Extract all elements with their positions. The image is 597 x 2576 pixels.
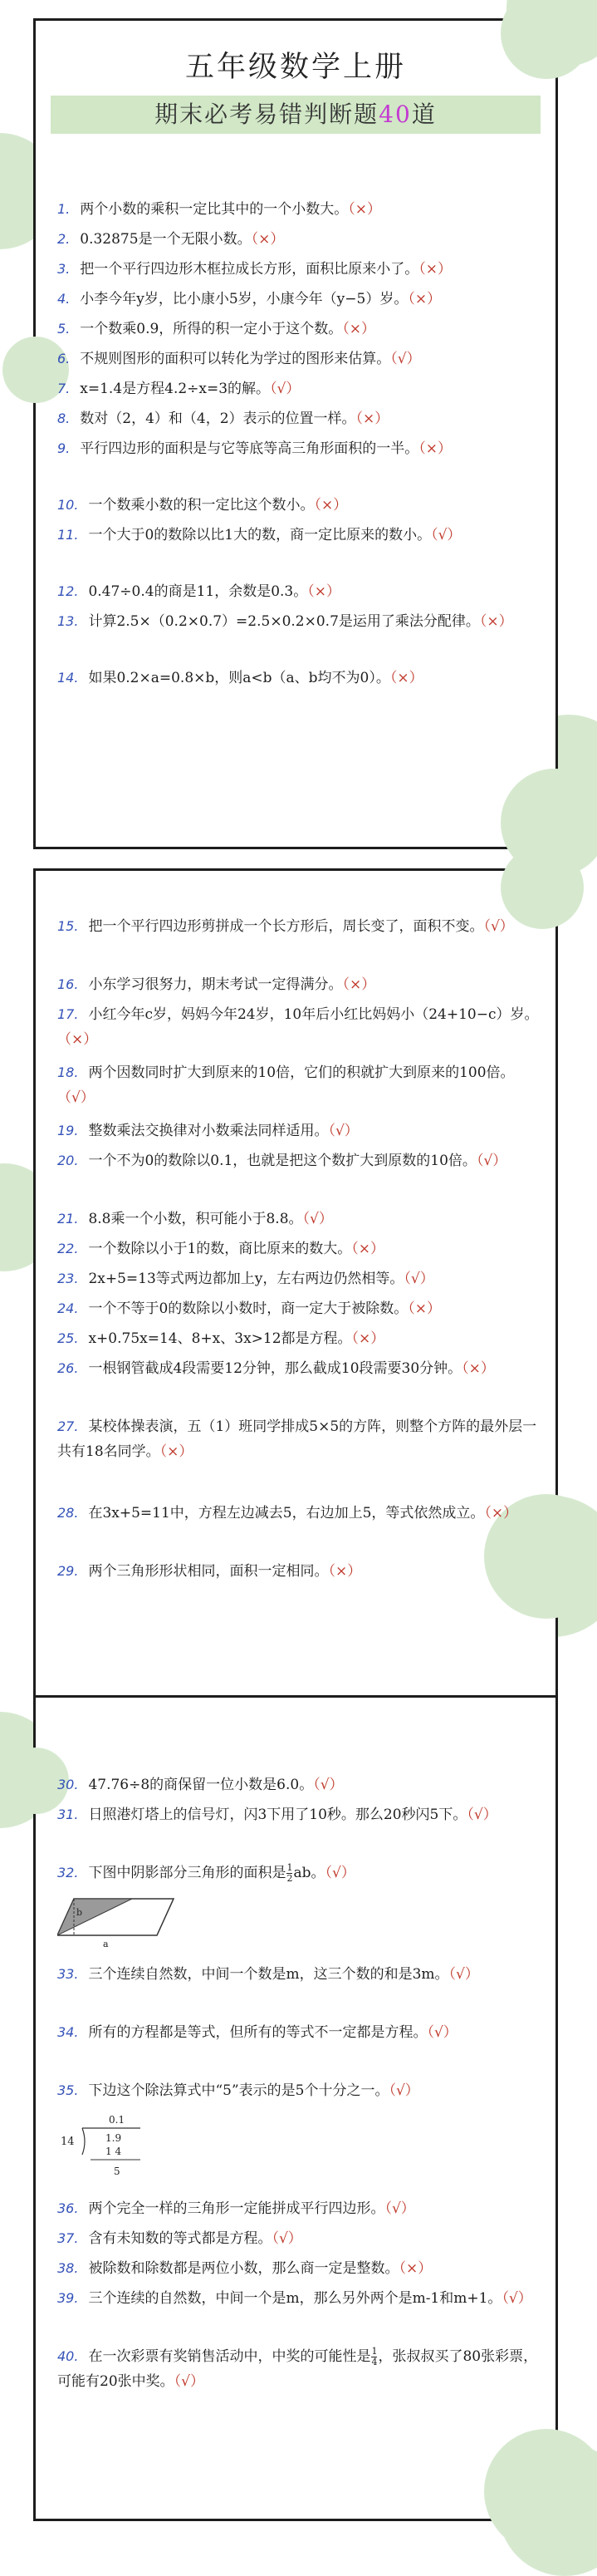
answer-mark: （√） — [431, 527, 462, 543]
question-number: 10. — [57, 497, 79, 513]
answer-mark: （√） — [502, 2290, 532, 2307]
question-number: 4. — [57, 291, 71, 307]
answer-mark: （×） — [408, 1300, 442, 1317]
question-item — [57, 2286, 544, 2311]
answer-mark: （√） — [57, 1089, 95, 1106]
question-number: 21. — [57, 1211, 79, 1227]
question-number: 32. — [57, 1865, 79, 1880]
answer-mark: （√） — [270, 381, 301, 397]
division-quotient: 0.1 — [109, 2114, 125, 2126]
question-item — [57, 197, 544, 222]
question-item — [57, 2196, 544, 2221]
question-number: 25. — [57, 1330, 79, 1346]
division-subtrahend: 1 4 — [105, 2146, 122, 2157]
question-text: 下图中阴影部分三角形的面积是 — [88, 1865, 286, 1881]
question-number: 28. — [57, 1505, 79, 1521]
long-division-figure — [57, 2111, 157, 2188]
question-number: 14. — [57, 670, 79, 686]
fraction-denominator: 4 — [371, 2357, 378, 2367]
question-item — [57, 609, 544, 634]
question-number: 2. — [57, 231, 71, 247]
answer-mark: （√） — [404, 1271, 434, 1287]
question-text: 8.8乘一个小数，积可能小于8.8。 — [88, 1211, 303, 1227]
question-text: 在一次彩票有奖销售活动中，中奖的可能性是 — [88, 2348, 371, 2365]
worksheet-page-3 — [33, 1695, 558, 2521]
question-number: 12. — [57, 583, 79, 599]
fraction — [286, 1863, 292, 1884]
question-item — [57, 257, 544, 282]
fraction-numerator: 1 — [371, 2346, 378, 2357]
figure-label-a: a — [103, 1939, 109, 1949]
question-number: 38. — [57, 2260, 79, 2276]
division-dividend: 1.9 — [105, 2132, 122, 2144]
answer-mark: （×） — [399, 2260, 433, 2277]
subtitle-unit: 道 — [411, 101, 437, 128]
question-number: 13. — [57, 613, 79, 629]
question-item — [57, 1148, 544, 1173]
answer-mark: （×） — [348, 201, 382, 218]
question-item — [57, 1236, 544, 1261]
question-item — [57, 1962, 544, 1987]
answer-mark: （×） — [328, 1563, 362, 1580]
question-item — [57, 317, 544, 342]
question-number: 6. — [57, 351, 71, 366]
answer-mark: （×） — [57, 1031, 98, 1048]
answer-mark: （√） — [313, 1777, 344, 1793]
question-text: 如果0.2×a=0.8×b，则a<b（a、b均不为0）。 — [88, 670, 390, 686]
question-item — [57, 1118, 544, 1143]
question-item — [57, 523, 544, 548]
answer-mark: （×） — [342, 321, 376, 337]
question-item — [57, 1207, 544, 1231]
division-divisor: 14 — [61, 2136, 75, 2148]
answer-mark: （√） — [467, 1807, 497, 1823]
question-text: 一个大于0的数除以比1大的数，商一定比原来的数小。 — [88, 527, 432, 543]
question-number: 18. — [57, 1064, 79, 1080]
answer-mark: （×） — [418, 440, 453, 457]
question-text: 一个不为0的数除以0.1，也就是把这个数扩大到原数的10倍。 — [88, 1153, 477, 1169]
question-number: 33. — [57, 1966, 79, 1982]
answer-mark: （×） — [408, 291, 442, 307]
question-item — [57, 347, 544, 371]
answer-mark: （×） — [389, 670, 423, 686]
question-text: 0.47÷0.4的商是11，余数是0.3。 — [88, 583, 308, 600]
question-text: 47.76÷8的商保留一位小数是6.0。 — [88, 1777, 314, 1793]
figure-label-b: b — [76, 1907, 83, 1918]
question-item — [57, 2344, 544, 2394]
question-text: 小李今年y岁，比小康小5岁，小康今年（y−5）岁。 — [80, 291, 409, 307]
question-item — [57, 579, 544, 604]
answer-mark: （×） — [159, 1443, 193, 1460]
answer-mark: （√） — [389, 2082, 419, 2099]
question-number: 7. — [57, 381, 71, 396]
question-item — [57, 1772, 544, 1797]
division-remainder: 5 — [114, 2166, 120, 2177]
question-item — [57, 2020, 544, 2045]
question-text: 某校体操表演，五（1）班同学排成5×5的方阵，则整个方阵的最外层一共有18名同学。 — [57, 1418, 537, 1460]
answer-mark: （√） — [483, 918, 514, 935]
question-text: 日照港灯塔上的信号灯，闪3下用了10秒。那么20秒闪5下。 — [88, 1807, 467, 1823]
page-title: 五年级数学上册 — [184, 51, 406, 84]
question-text: 计算2.5×（0.2×0.7）=2.5×0.2×0.7是运用了乘法分配律。 — [88, 613, 480, 630]
question-item — [57, 1296, 544, 1321]
question-text: 两个三角形形状相同，面积一定相同。 — [88, 1563, 329, 1580]
question-number: 36. — [57, 2200, 79, 2216]
question-item — [57, 914, 544, 939]
question-text: 小红今年c岁，妈妈今年24岁，10年后小红比妈妈小（24+10−c）岁。 — [88, 1006, 539, 1023]
question-text: 两个完全一样的三角形一定能拼成平行四边形。 — [88, 2200, 385, 2217]
question-text: 数对（2，4）和（4，2）表示的位置一样。 — [80, 410, 356, 427]
question-item — [57, 1501, 544, 1526]
question-item — [57, 1266, 544, 1291]
answer-mark: （×） — [462, 1360, 495, 1377]
question-number: 1. — [57, 201, 71, 217]
question-number: 26. — [57, 1360, 79, 1376]
answer-mark: （√） — [174, 2373, 204, 2390]
answer-mark: （√） — [427, 2024, 458, 2041]
question-text: 所有的方程都是等式，但所有的等式不一定都是方程。 — [88, 2024, 428, 2041]
question-text: 三个连续的自然数，中间一个是m，那么另外两个是m-1和m+1。 — [88, 2290, 502, 2307]
question-item — [57, 1002, 544, 1052]
question-item — [57, 666, 544, 691]
fraction-numerator: 1 — [286, 1862, 293, 1873]
question-number: 30. — [57, 1777, 79, 1792]
answer-mark: （×） — [342, 976, 376, 993]
question-number: 23. — [57, 1271, 79, 1286]
answer-mark: （√） — [272, 2230, 302, 2247]
answer-mark: （√） — [476, 1153, 507, 1169]
question-item — [57, 1802, 544, 1827]
answer-mark: （√） — [302, 1211, 333, 1227]
question-text: 三个连续自然数，中间一个数是m，这三个数的和是3m。 — [88, 1966, 449, 1983]
answer-mark: （×） — [351, 1330, 385, 1347]
subtitle-text: 期末必考易错判断题 — [154, 101, 379, 128]
question-number: 11. — [57, 527, 79, 543]
question-text: ，张叔叔买了80张彩票，可能有20张中奖。 — [57, 2348, 538, 2390]
question-number: 19. — [57, 1123, 79, 1138]
answer-mark: （√） — [328, 1123, 359, 1139]
question-text: 在3x+5=11中，方程左边减去5，右边加上5，等式依然成立。 — [88, 1505, 485, 1522]
question-number: 24. — [57, 1300, 79, 1316]
question-item — [57, 1060, 544, 1110]
question-number: 22. — [57, 1241, 79, 1256]
question-number: 5. — [57, 321, 71, 337]
fraction-denominator: 2 — [286, 1873, 293, 1884]
question-text: 平行四边形的面积是与它等底等高三角形面积的一半。 — [80, 440, 419, 457]
decorative-circle — [484, 2429, 597, 2554]
question-text: 一个数乘小数的积一定比这个数小。 — [88, 497, 315, 514]
question-text: 整数乘法交换律对小数乘法同样适用。 — [88, 1123, 329, 1139]
question-text: 一个数除以小于1的数，商比原来的数大。 — [88, 1241, 352, 1257]
question-number: 17. — [57, 1006, 79, 1022]
question-number: 8. — [57, 410, 71, 426]
question-number: 3. — [57, 261, 71, 277]
question-item — [57, 2226, 544, 2251]
answer-mark: （×） — [314, 497, 348, 514]
question-number: 27. — [57, 1418, 79, 1434]
question-number: 37. — [57, 2230, 79, 2246]
question-text: 2x+5=13等式两边都加上y，左右两边仍然相等。 — [88, 1271, 404, 1287]
worksheet-page-1 — [33, 18, 558, 849]
question-item — [57, 493, 544, 518]
question-text: 一个数乘0.9，所得的积一定小于这个数。 — [80, 321, 343, 337]
question-text: x+0.75x=14、8+x、3x>12都是方程。 — [88, 1330, 352, 1347]
answer-mark: （√） — [384, 2200, 415, 2217]
question-number: 9. — [57, 440, 71, 456]
question-item — [57, 972, 544, 997]
worksheet-page-2 — [33, 868, 558, 1699]
question-number: 31. — [57, 1807, 79, 1822]
question-item — [57, 287, 544, 312]
question-text: 一个不等于0的数除以小数时，商一定大于被除数。 — [88, 1300, 409, 1317]
answer-mark: （√） — [390, 351, 421, 367]
question-text: 下边这个除法算式中“5”表示的是5个十分之一。 — [88, 2082, 389, 2099]
question-item — [57, 1861, 544, 1885]
question-text: 两个小数的乘积一定比其中的一个小数大。 — [80, 201, 349, 218]
question-number: 40. — [57, 2348, 79, 2364]
question-item — [57, 2256, 544, 2281]
question-text: 小东学习很努力，期末考试一定得满分。 — [88, 976, 343, 993]
question-item — [57, 227, 544, 252]
question-number: 16. — [57, 976, 79, 992]
question-item — [57, 406, 544, 431]
question-item — [57, 2078, 544, 2103]
question-item — [57, 1356, 544, 1381]
question-text: 把一个平行四边形剪拼成一个长方形后，周长变了，面积不变。 — [88, 918, 484, 935]
question-text: ab。 — [293, 1865, 325, 1881]
answer-mark: （√） — [325, 1865, 355, 1881]
answer-mark: （×） — [484, 1505, 518, 1522]
question-item — [57, 1326, 544, 1351]
question-text: 两个因数同时扩大到原来的10倍，它们的积就扩大到原来的100倍。 — [88, 1064, 515, 1081]
question-item — [57, 1559, 544, 1584]
answer-mark: （×） — [355, 410, 389, 427]
question-number: 35. — [57, 2082, 79, 2098]
question-item — [57, 1414, 544, 1464]
answer-mark: （×） — [418, 261, 453, 278]
question-number: 20. — [57, 1153, 79, 1168]
question-text: x=1.4是方程4.2÷x=3的解。 — [80, 381, 271, 397]
question-text: 把一个平行四边形木框拉成长方形，面积比原来小了。 — [80, 261, 419, 278]
question-text: 含有未知数的等式都是方程。 — [88, 2230, 272, 2247]
question-text: 被除数和除数都是两位小数，那么商一定是整数。 — [88, 2260, 399, 2277]
answer-mark: （×） — [251, 231, 285, 248]
question-number: 29. — [57, 1563, 79, 1579]
question-text: 0.32875是一个无限小数。 — [80, 231, 252, 248]
question-number: 39. — [57, 2290, 79, 2306]
answer-mark: （×） — [479, 613, 513, 630]
question-count: 40 — [379, 101, 412, 128]
question-text: 一根钢管截成4段需要12分钟，那么截成10段需要30分钟。 — [88, 1360, 462, 1377]
answer-mark: （×） — [307, 583, 341, 600]
question-number: 34. — [57, 2024, 79, 2040]
question-item — [57, 376, 544, 401]
question-item — [57, 436, 544, 461]
page-subtitle — [51, 96, 541, 134]
question-number: 15. — [57, 918, 79, 934]
answer-mark: （√） — [448, 1966, 479, 1983]
parallelogram-figure — [57, 1892, 182, 1950]
question-text: 不规则图形的面积可以转化为学过的图形来估算。 — [80, 351, 391, 367]
answer-mark: （×） — [351, 1241, 385, 1257]
fraction — [371, 2347, 377, 2367]
